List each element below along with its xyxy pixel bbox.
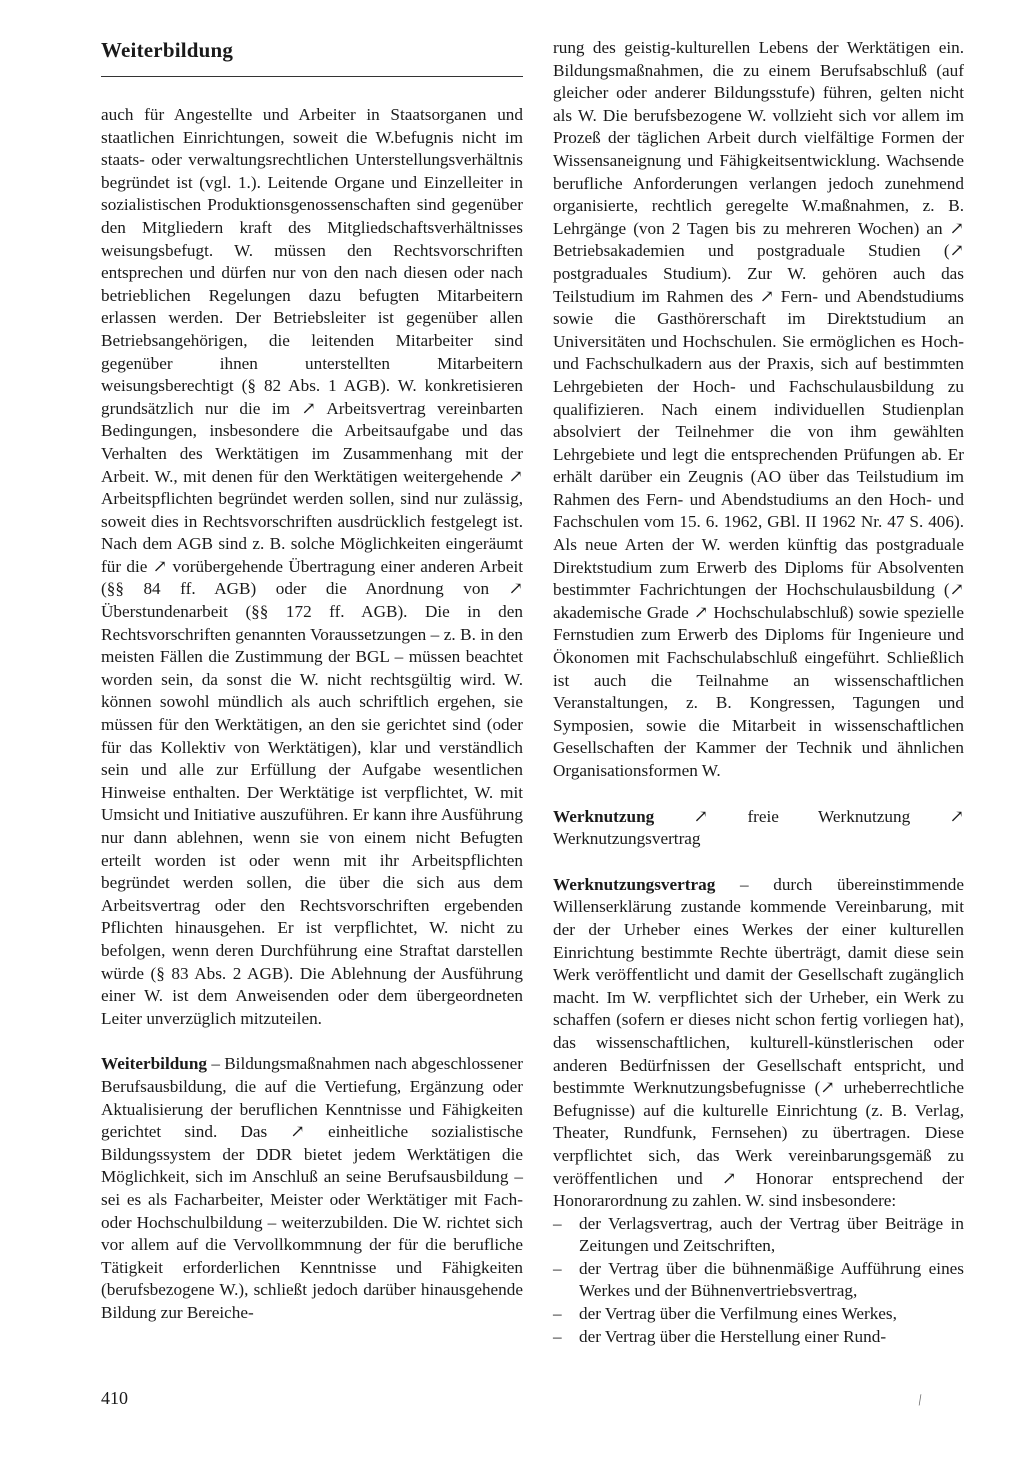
entry-headword: Weiterbildung [101, 1054, 208, 1074]
entry-text: ↗ freie Werknutzung ↗ Werknutzungsvertrag [553, 806, 964, 849]
entry-text: – durch übereinstimmende Willenserklärung zustande kommende Vereinbarung, mit der der Urheber eines Werkes der einer kulturellen Einrichtung bestimmte Rechte überträgt, damit diese sein Werk veröffentlicht und damit der Gesellschaft zugänglich macht. Im W. verpflichtet sich der Urheber, ein Werk zu schaffen (sofern er dieses nicht schon fertig vorliegen hat), das wissenschaftlichen, kulturell-künstlerischen oder anderen Bedürfnissen der Gesellschaft entspricht, und bestimmte Werknutzungsbefugnisse (↗ urheberrechtliche Befugnisse) auf die kulturelle Einrichtung (z. B. Verlag, Theater, Rundfunk, Fernsehen) zu übertragen. Diese verpflichtet sich, das Werk vereinbarungsgemäß zu veröffentlichen und ↗ Honorar entsprechend der Honorarordnung zu zahlen. W. sind insbesondere: [553, 874, 964, 1211]
list-item: – der Vertrag über die Verfilmung eines Werkes, [553, 1303, 964, 1326]
right-column [553, 37, 964, 1348]
list-item: – der Vertrag über die Herstellung einer Rund- [553, 1326, 964, 1349]
left-continuation-text: auch für Angestellte und Arbeiter in Staatsorganen und staatlichen Einrichtungen, soweit die W.befugnis nicht im staats- oder verwaltungsrechtlichen Unterstellungsverhältnis begründet ist (vgl. 1.). Leitende Organe und Einzelleiter in sozialistischen Produktionsgenossenschaften sind gegenüber den Mitgliedern kraft des Mitgliedschaftsverhältnisses weisungsbefugt. W. müssen den Rechtsvorschriften entsprechen und dürfen nur von den nach diesen oder nach betrieblichen Regelungen dazu befugten Mitarbeitern erlassen werden. Der Betriebsleiter ist gegenüber allen Betriebsangehörigen, die leitenden Mitarbeiter sind gegenüber ihnen unterstellten Mitarbeitern weisungsberechtigt (§ 82 Abs. 1 AGB). W. konkretisieren grundsätzlich nur die im ↗ Arbeitsvertrag vereinbarten Bedingungen, insbesondere die Arbeitsaufgabe und das Verhalten des Werktätigen im Zusammenhang mit der Arbeit. W., mit denen für den Werktätigen weitergehende ↗ Arbeitspflichten begründet werden sollen, sind nur zulässig, soweit dies in Rechtsvorschriften ausdrücklich festgelegt ist. Nach dem AGB sind z. B. solche Möglichkeiten eingeräumt für die ↗ vorübergehende Übertragung einer anderen Arbeit (§§ 84 ff. AGB) oder die Anordnung von ↗ Überstundenarbeit (§§ 172 ff. AGB). Die in den Rechtsvorschriften genannten Voraussetzungen – z. B. in den meisten Fällen die Zustimmung der BGL – müssen beachtet worden sein, da sonst die W. nicht rechtsgültig wird. W. können sowohl mündlich als auch schriftlich ergehen, sie müssen für den Werktätigen, an den sie gerichtet sind (oder für das Kollektiv von Werktätigen), klar und verständlich sein und alle zur Erfüllung der Aufgabe wesentlichen Hinweise enthalten. Der Werktätige ist verpflichtet, W. mit Umsicht und Initiative auszuführen. Er kann ihre Ausführung nur dann ablehnen, wenn sie von einem nicht Befugten erteilt worden ist oder wenn mit ihr Arbeitspflichten begründet werden sollen, die über die sich aus dem Arbeitsvertrag oder den Rechtsvorschriften ergebenden Pflichten hinausgehen. Er ist verpflichtet, W. nicht zu befolgen, wenn deren Durchführung eine Straftat darstellen würde (§ 83 Abs. 2 AGB). Die Ablehnung der Ausführung einer W. ist dem Anweisenden oder dem übergeordneten Leiter unverzüglich mitzuteilen. [101, 105, 523, 1028]
entry-werknutzungsvertrag [553, 874, 964, 1213]
list-item: – der Verlagsvertrag, auch der Vertrag über Beiträge in Zeitungen und Zeitschriften, [553, 1213, 964, 1258]
page-number: 410 [101, 1388, 128, 1408]
contract-type-list [553, 1213, 964, 1349]
entry-werknutzung [553, 806, 964, 851]
entry-headword: Werknutzungsvertrag [553, 874, 716, 894]
list-item: – der Vertrag über die bühnenmäßige Aufführung eines Werkes und der Bühnenvertriebsvertrag, [553, 1258, 964, 1303]
right-continuation-text: rung des geistig-kulturellen Lebens der Werktätigen ein. Bildungsmaßnahmen, die zu einem Berufsabschluß (auf gleicher oder anderer Bildungsstufe) führen, gelten nicht als W. Die berufsbezogene W. vollzieht sich vor allem im Prozeß der täglichen Arbeit durch vielfältige Formen der Wissensaneignung und Fähigkeitsentwicklung. Wachsende berufliche Anforderungen verlangen jedoch zunehmend organisierte, rechtlich geregelte W.maßnahmen, z. B. Lehrgänge (von 2 Tagen bis zu mehreren Wochen) an ↗ Betriebsakademien und postgraduale Studien (↗ postgraduales Studium). Zur W. gehören auch das Teilstudium im Rahmen des ↗ Fern- und Abendstudiums sowie die Gasthörerschaft im Direktstudium an Universitäten und Hochschulen. Sie ermöglichen es Hoch- und Fachschulkadern aus der Praxis, sich auf bestimmten Lehrgebieten der Hoch- und Fachschulausbildung zu qualifizieren. Nach einem individuellen Studienplan absolviert der Teilnehmer die von ihm gewählten Lehrgebiete und legt die entsprechenden Prüfungen ab. Er erhält darüber ein Zeugnis (AO über das Teilstudium im Rahmen des Fern- und Abendstudiums an den Hoch- und Fachschulen vom 15. 6. 1962, GBl. II 1962 Nr. 47 S. 406). Als neue Arten der W. werden künftig das postgraduale Direktstudium zum Erwerb des Diploms für Absolventen bestimmter Fachrichtungen der Hochschulausbildung (↗ akademische Grade ↗ Hochschulabschluß) sowie spezielle Fernstudien zum Erwerb des Diploms für Ingenieure und Ökonomen mit Fachschulabschluß eingeführt. Schließlich ist auch die Teilnahme an wissenschaftlichen Veranstaltungen, z. B. Kongressen, Tagungen und Symposien, sowie die Mitarbeit in wissenschaftlichen Gesellschaften der Kammer der Technik und ähnlichen Organisationsformen W. [553, 38, 964, 780]
left-column [101, 104, 523, 1324]
header-rule [101, 76, 523, 77]
running-head: Weiterbildung [101, 38, 234, 62]
entry-headword: Werknutzung [553, 806, 655, 826]
pencil-mark: / [916, 1391, 924, 1410]
entry-weiterbildung [101, 1053, 523, 1324]
entry-text: – Bildungsmaßnahmen nach abgeschlossener Berufsausbildung, die auf die Vertiefung, Ergänzung oder Aktualisierung der beruflichen Kenntnisse und Fähigkeiten gerichtet sind. Das ↗ einheitliche sozialistische Bildungssystem der DDR bietet jedem Werktätigen die Möglichkeit, sich im Anschluß an seine Berufsausbildung – sei es als Facharbeiter, Meister oder Werktätiger mit Fach- oder Hochschulbildung – weiterzubilden. Die W. richtet sich vor allem auf die Vervollkommnung der für die berufliche Tätigkeit erforderlichen Kenntnisse und Fähigkeiten (berufsbezogene W.), schließt jedoch darüber hinausgehende Bildung zur Bereiche- [101, 1054, 523, 1322]
